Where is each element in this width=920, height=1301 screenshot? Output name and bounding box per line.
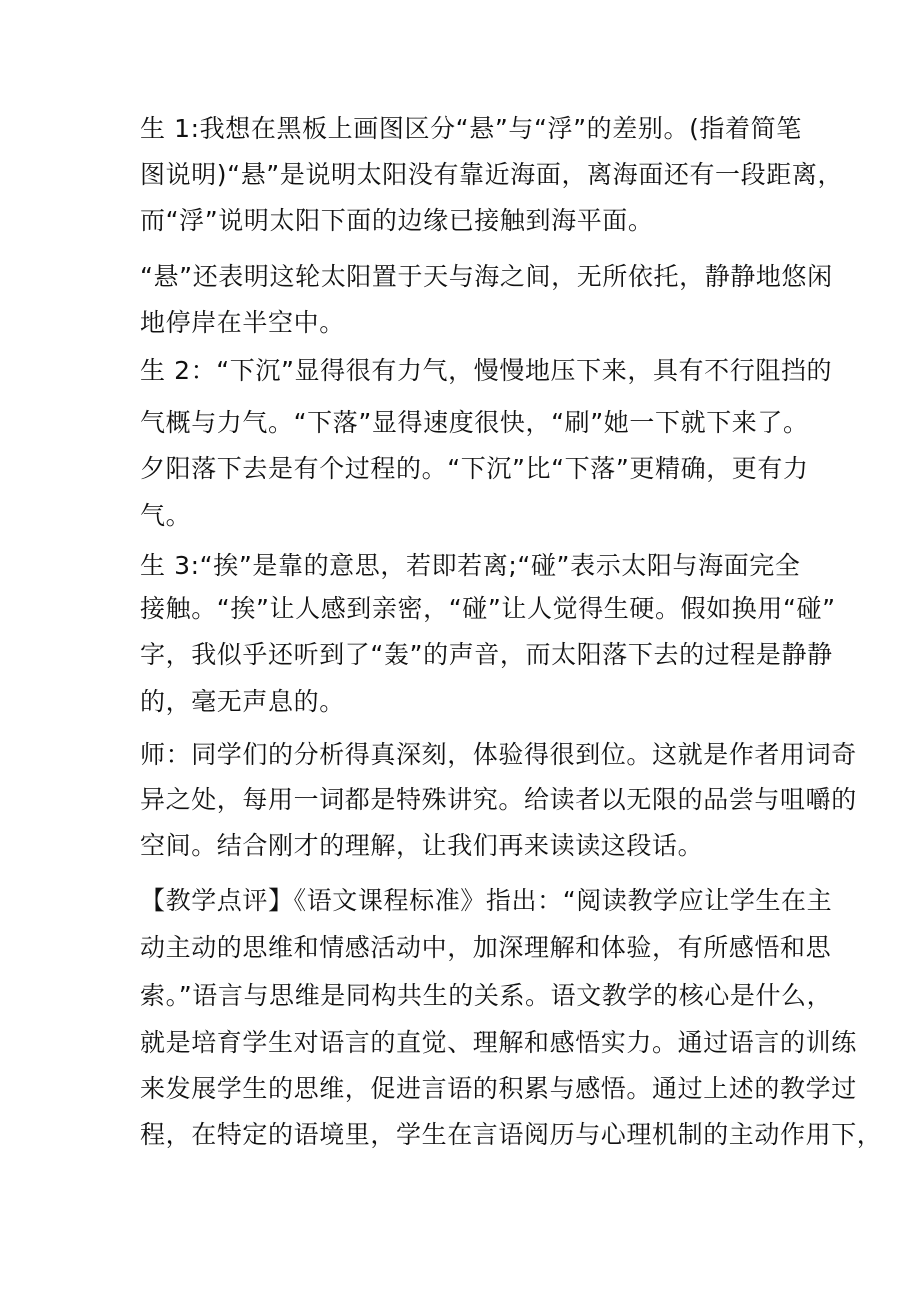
text-line: 师：同学们的分析得真深刻，体验得很到位。这就是作者用词奇 — [140, 740, 857, 769]
text-line: 生 2：“下沉”显得很有力气，慢慢地压下来，具有不行阻挡的 — [140, 356, 833, 385]
text-line: 程，在特定的语境里，学生在言语阅历与心理机制的主动作用下， — [140, 1120, 883, 1149]
text-line: 异之处，每用一词都是特殊讲究。给读者以无限的品尝与咀嚼的 — [140, 785, 857, 814]
text-line: 字，我似乎还听到了“轰”的声音，而太阳落下去的过程是静静 — [140, 640, 833, 669]
text-line: 夕阳落下去是有个过程的。“下沉”比“下落”更精确，更有力 — [140, 454, 809, 483]
text-line: 来发展学生的思维，促进言语的积累与感悟。通过上述的教学过 — [140, 1074, 857, 1103]
text-line: 【教学点评】《语文课程标准》指出：“阅读教学应让学生在主 — [140, 886, 833, 915]
text-line: 生 3:“挨”是靠的意思，若即若离;“碰”表示太阳与海面完全 — [140, 551, 801, 580]
text-line: 气。 — [140, 501, 192, 530]
text-line: 而“浮”说明太阳下面的边缘已接触到海平面。 — [140, 206, 654, 235]
text-line: “悬”还表明这轮太阳置于天与海之间，无所依托，静静地悠闲 — [140, 262, 833, 291]
text-line: 索。”语言与思维是同构共生的关系。语文教学的核心是什么， — [140, 981, 833, 1010]
text-line: 空间。结合刚才的理解，让我们再来读读这段话。 — [140, 831, 704, 860]
text-line: 图说明)“悬”是说明太阳没有靠近海面，离海面还有一段距离， — [140, 160, 844, 189]
text-line: 接触。“挨”让人感到亲密，“碰”让人觉得生硬。假如换用“碰” — [140, 594, 836, 623]
text-line: 地停岸在半空中。 — [140, 308, 345, 337]
text-line: 动主动的思维和情感活动中，加深理解和体验，有所感悟和思 — [140, 933, 832, 962]
text-line: 的，毫无声息的。 — [140, 687, 345, 716]
text-line: 就是培育学生对语言的直觉、理解和感悟实力。通过语言的训练 — [140, 1028, 857, 1057]
text-line: 生 1:我想在黑板上画图区分“悬”与“浮”的差别。(指着简笔 — [140, 114, 802, 143]
text-line: 气概与力气。“下落”显得速度很快，“刷”她一下就下来了。 — [140, 408, 809, 437]
